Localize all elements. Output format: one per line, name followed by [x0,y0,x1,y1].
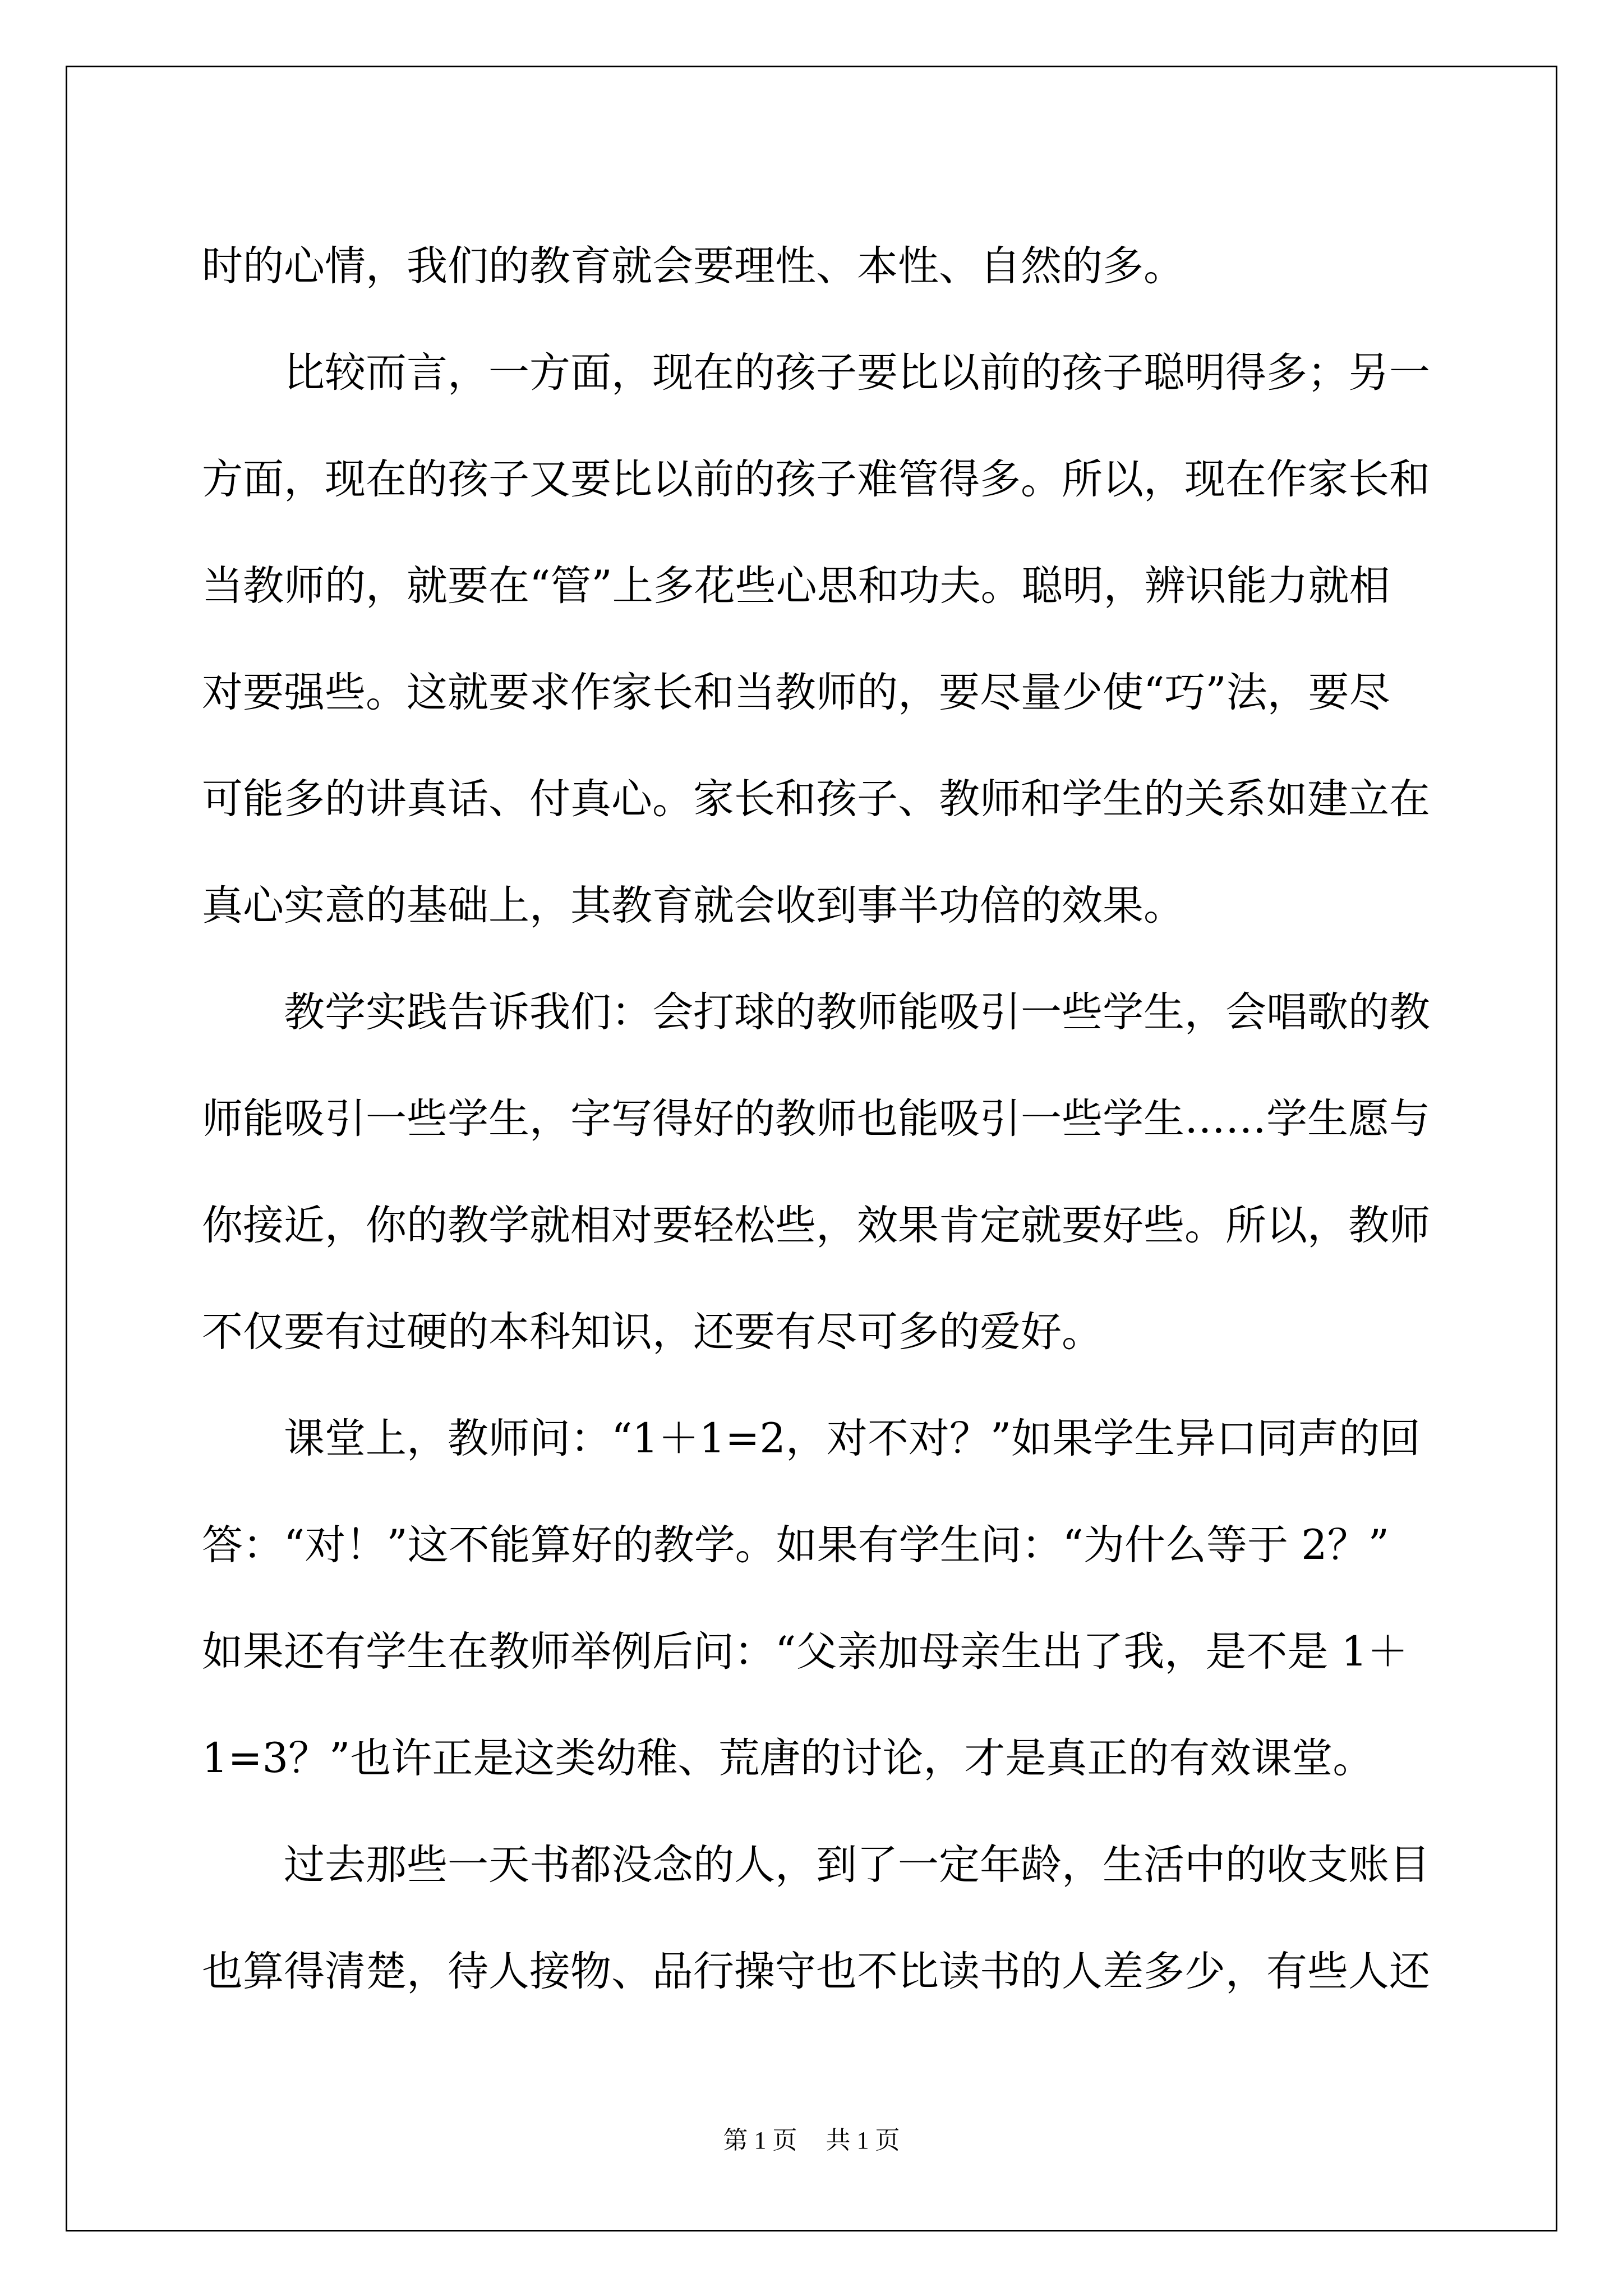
text-line: 方面，现在的孩子又要比以前的孩子难管得多。所以，现在作家长和 [202,455,1430,503]
text-line: 也算得清楚，待人接物、品行操守也不比读书的人差多少，有些人还 [202,1948,1430,1995]
text-line: 不仅要有过硬的本科知识，还要有尽可多的爱好。 [202,1308,1103,1356]
text-line: 可能多的讲真话、付真心。家长和孩子、教师和学生的关系如建立在 [202,775,1430,823]
text-line: 1=3？”也许正是这类幼稚、荒唐的讨论，才是真正的有效课堂。 [202,1734,1374,1782]
text-line: 对要强些。这就要求作家长和当教师的，要尽量少使“巧”法，要尽 [202,669,1390,716]
text-line: 课堂上，教师问：“1＋1=2，对不对？”如果学生异口同声的回 [284,1415,1421,1462]
page-number: 第 1 页 [723,2127,797,2154]
text-line: 当教师的，就要在“管”上多花些心思和功夫。聪明，辨识能力就相 [202,562,1390,610]
text-line: 教学实践告诉我们：会打球的教师能吸引一些学生，会唱歌的教 [284,988,1430,1036]
text-line: 比较而言，一方面，现在的孩子要比以前的孩子聪明得多；另一 [284,349,1430,397]
text-line: 时的心情，我们的教育就会要理性、本性、自然的多。 [202,242,1184,290]
text-line: 真心实意的基础上，其教育就会收到事半功倍的效果。 [202,882,1184,930]
text-line: 过去那些一天书都没念的人，到了一定年龄，生活中的收支账目 [284,1841,1430,1889]
document-body [202,213,1441,2025]
text-line: 师能吸引一些学生，字写得好的教师也能吸引一些学生……学生愿与 [202,1095,1430,1143]
text-line: 答：“对！”这不能算好的教学。如果有学生问：“为什么等于 2？” [202,1521,1389,1569]
page-total: 共 1 页 [826,2127,900,2154]
page-footer [0,2124,1623,2157]
text-line: 你接近，你的教学就相对要轻松些，效果肯定就要好些。所以，教师 [202,1202,1430,1249]
text-line: 如果还有学生在教师举例后问：“父亲加母亲生出了我，是不是 1＋ [202,1628,1408,1676]
